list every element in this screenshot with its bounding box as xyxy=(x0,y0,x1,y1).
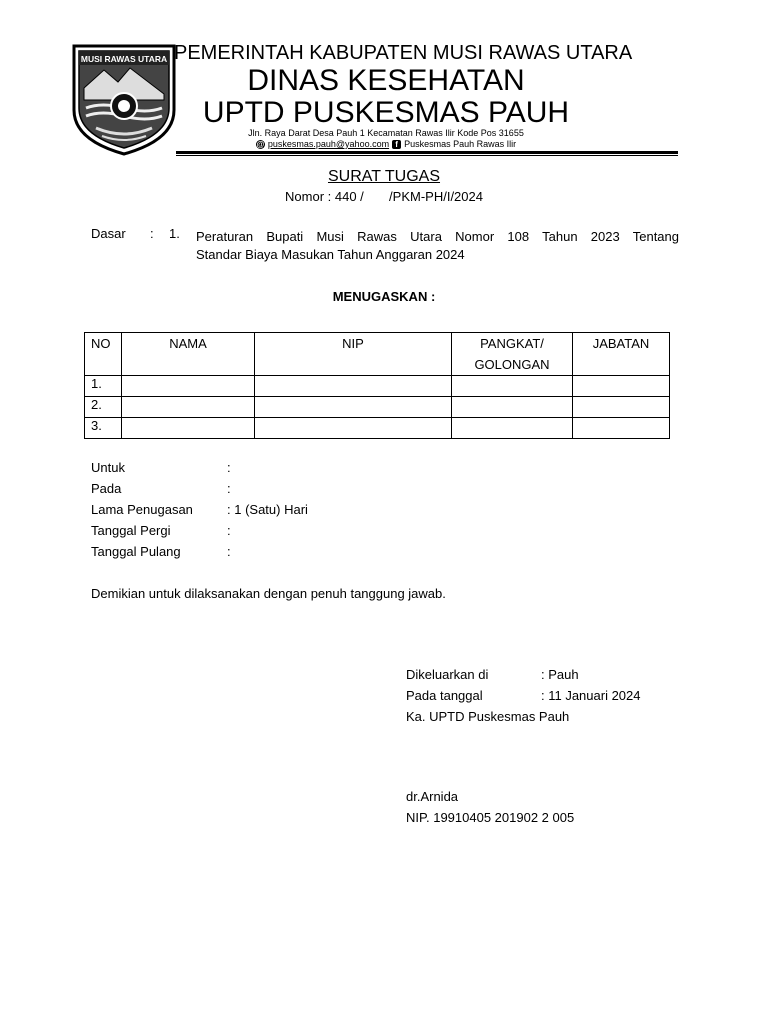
row-no: 1. xyxy=(85,376,122,397)
menugaskan-heading: MENUGASKAN : xyxy=(332,289,436,304)
email-icon: @ xyxy=(256,139,265,149)
header-nip: NIP xyxy=(255,333,452,376)
table-row xyxy=(85,397,670,418)
detail-label-pergi: Tanggal Pergi xyxy=(91,523,171,538)
contact-line xyxy=(176,139,596,149)
row-no: 2. xyxy=(85,397,122,418)
header-pangkat-line1: PANGKAT/ xyxy=(480,336,544,351)
row-nama xyxy=(122,418,255,439)
signer-position: Ka. UPTD Puskesmas Pauh xyxy=(406,709,570,724)
assignment-table xyxy=(84,332,670,439)
detail-value-untuk: : xyxy=(227,460,231,475)
date-value: : 11 Januari 2024 xyxy=(541,688,641,703)
facebook-icon: f xyxy=(392,140,401,149)
issued-label: Dikeluarkan di xyxy=(406,667,489,682)
table-row xyxy=(85,418,670,439)
row-nama xyxy=(122,376,255,397)
row-jabatan xyxy=(573,376,670,397)
detail-value-pada: : xyxy=(227,481,231,496)
letterhead-rule-thick xyxy=(176,151,678,154)
row-no: 3. xyxy=(85,418,122,439)
dasar-colon: : xyxy=(150,226,154,241)
dasar-number: 1. xyxy=(169,226,180,241)
row-pangkat xyxy=(452,418,573,439)
dasar-label: Dasar xyxy=(91,226,126,241)
header-no: NO xyxy=(85,333,122,376)
letterhead-rule-thin xyxy=(176,155,678,156)
header-pangkat-line2: GOLONGAN xyxy=(474,357,550,372)
facebook-text: Puskesmas Pauh Rawas Ilir xyxy=(404,139,517,149)
date-label: Pada tanggal xyxy=(406,688,483,703)
document-number: Nomor : 440 / /PKM-PH/I/2024 xyxy=(285,189,483,204)
row-nip xyxy=(255,376,452,397)
table-row xyxy=(85,376,670,397)
issued-value: : Pauh xyxy=(541,667,579,682)
email-text: puskesmas.pauh@yahoo.com xyxy=(267,139,390,149)
detail-value-pulang: : xyxy=(227,544,231,559)
detail-label-lama: Lama Penugasan xyxy=(91,502,193,517)
dasar-text-line2: Standar Biaya Masukan Tahun Anggaran 2024 xyxy=(196,247,465,262)
header-nama: NAMA xyxy=(122,333,255,376)
department-name: DINAS KESEHATAN xyxy=(247,64,525,97)
row-nama xyxy=(122,397,255,418)
row-jabatan xyxy=(573,397,670,418)
header-jabatan: JABATAN xyxy=(573,333,670,376)
row-jabatan xyxy=(573,418,670,439)
signer-nip: NIP. 19910405 201902 2 005 xyxy=(406,810,575,825)
row-nip xyxy=(255,397,452,418)
detail-label-pada: Pada xyxy=(91,481,122,496)
document-title: SURAT TUGAS xyxy=(327,168,441,185)
row-nip xyxy=(255,418,452,439)
government-name: PEMERINTAH KABUPATEN MUSI RAWAS UTARA xyxy=(174,42,633,64)
closing-text: Demikian untuk dilaksanakan dengan penuh tanggung jawab. xyxy=(91,586,446,601)
detail-value-lama: : 1 (Satu) Hari xyxy=(227,502,308,517)
header-pangkat xyxy=(452,333,573,376)
logo-text: MUSI RAWAS UTARA xyxy=(80,54,168,64)
puskesmas-name: UPTD PUSKESMAS PAUH xyxy=(202,96,570,129)
regency-logo xyxy=(72,44,176,156)
detail-value-pergi: : xyxy=(227,523,231,538)
row-pangkat xyxy=(452,376,573,397)
detail-label-untuk: Untuk xyxy=(91,460,125,475)
row-pangkat xyxy=(452,397,573,418)
dasar-text-line1: Peraturan Bupati Musi Rawas Utara Nomor 108 Tahun 2023 Tentang xyxy=(196,229,679,244)
signer-name: dr.Arnida xyxy=(406,789,459,804)
table-header-row xyxy=(85,333,670,376)
detail-label-pulang: Tanggal Pulang xyxy=(91,544,181,559)
address: Jln. Raya Darat Desa Pauh 1 Kecamatan Rawas Ilir Kode Pos 31655 xyxy=(248,128,524,138)
